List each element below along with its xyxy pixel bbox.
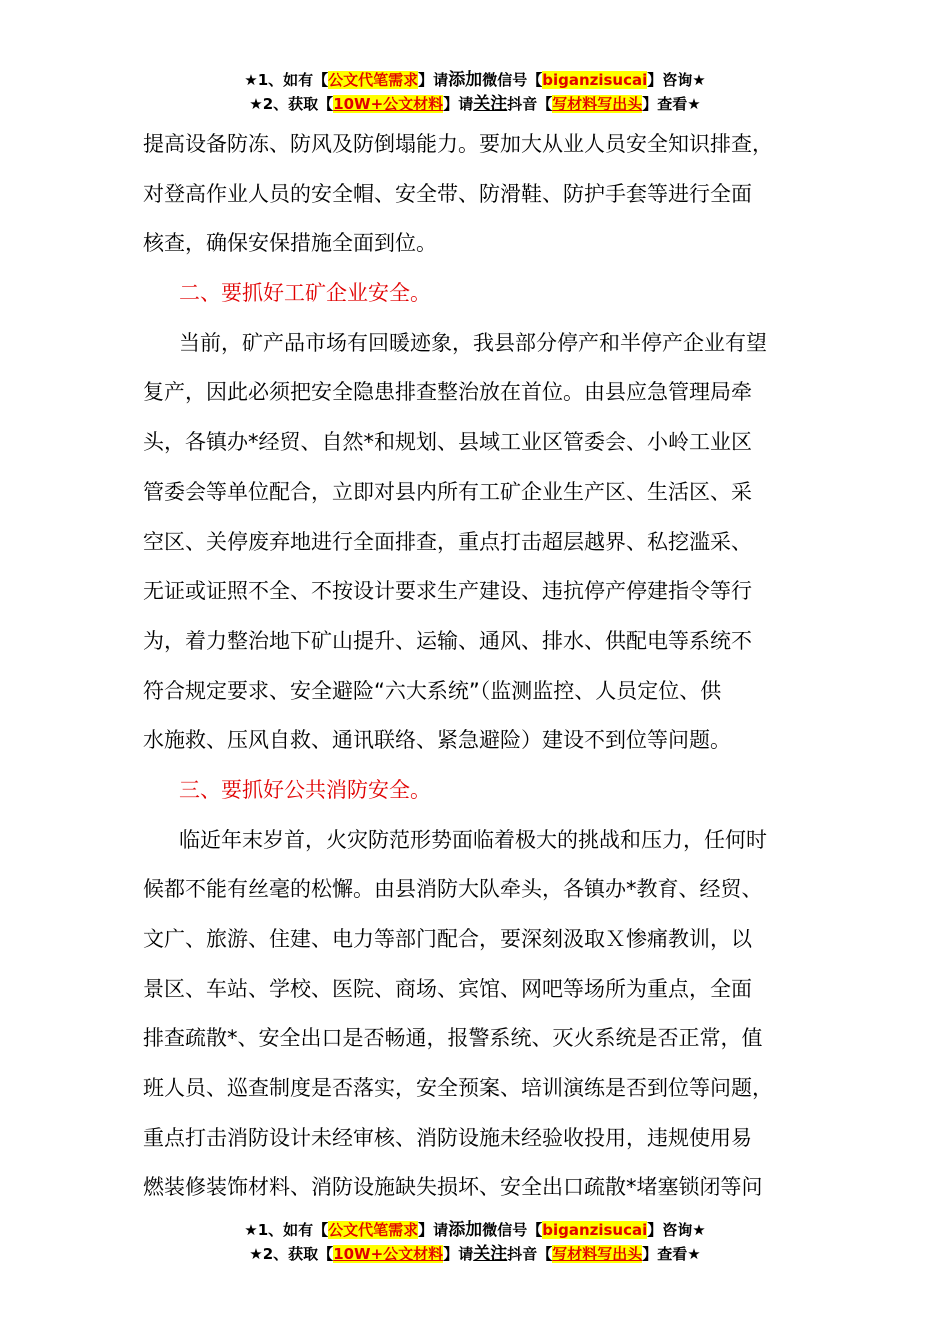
document-body — [143, 120, 811, 1213]
banner-emphasis: 添加 — [448, 1220, 483, 1240]
body-line: 符合规定要求、安全避险“六大系统”（监测监控、人员定位、供 — [143, 678, 722, 703]
body-line: 燃装修装饰材料、消防设施缺失损坏、安全出口疏散*堵塞锁闭等问 — [143, 1175, 763, 1200]
body-line: 复产，因此必须把安全隐患排查整治放在首位。由县应急管理局牵 — [143, 380, 752, 405]
banner-line-1 — [0, 1218, 950, 1242]
body-line: 重点打击消防设计未经审核、消防设施未经验收投用，违规使用易 — [143, 1125, 752, 1150]
banner-emphasis: 关注 — [473, 94, 508, 114]
banner-highlight: biganzisucai — [542, 1221, 648, 1239]
banner-text: 】咨询★ — [647, 1221, 706, 1239]
banner-line-1 — [0, 68, 950, 92]
banner-highlight: 写材料写出头 — [552, 95, 643, 113]
banner-highlight: 10W+公文材料 — [333, 1245, 444, 1263]
banner-highlight: 公文代笔需求 — [328, 1221, 419, 1239]
section-heading: 三、要抓好公共消防安全。 — [179, 777, 431, 802]
banner-text: 微信号【 — [482, 71, 543, 89]
banner-text: 】请 — [443, 1245, 474, 1263]
body-line: 管委会等单位配合，立即对县内所有工矿企业生产区、生活区、采 — [143, 479, 752, 504]
body-line: 班人员、巡查制度是否落实，安全预案、培训演练是否到位等问题， — [143, 1076, 773, 1101]
banner-text: 抖音【 — [507, 1245, 553, 1263]
banner-text: 抖音【 — [507, 95, 553, 113]
body-line: 空区、关停废弃地进行全面排查，重点打击超层越界、私挖滥采、 — [143, 529, 752, 554]
banner-emphasis: 添加 — [448, 70, 483, 90]
banner-text: 】咨询★ — [647, 71, 706, 89]
banner-highlight: 10W+公文材料 — [333, 95, 444, 113]
body-line: 水施救、压风自救、通讯联络、紧急避险）建设不到位等问题。 — [143, 728, 731, 753]
banner-line-2 — [0, 92, 950, 116]
banner-text: ★1、如有【 — [244, 1221, 329, 1239]
banner-highlight: biganzisucai — [542, 71, 648, 89]
body-line: 为，着力整治地下矿山提升、运输、通风、排水、供配电等系统不 — [143, 628, 752, 653]
banner-text: 微信号【 — [482, 1221, 543, 1239]
body-line: 候都不能有丝毫的松懈。由县消防大队牵头，各镇办*教育、经贸、 — [143, 877, 763, 902]
body-line: 景区、车站、学校、医院、商场、宾馆、网吧等场所为重点，全面 — [143, 976, 752, 1001]
section-heading: 二、要抓好工矿企业安全。 — [179, 281, 431, 306]
banner-emphasis: 关注 — [473, 1244, 508, 1264]
body-line: 临近年末岁首，火灾防范形势面临着极大的挑战和压力，任何时 — [179, 827, 767, 852]
body-line: 排查疏散*、安全出口是否畅通，报警系统、灭火系统是否正常，值 — [143, 1026, 763, 1051]
banner-text: ★1、如有【 — [244, 71, 329, 89]
banner-text: ★2、获取【 — [249, 1245, 334, 1263]
banner-text: ★2、获取【 — [249, 95, 334, 113]
banner-text: 】请 — [443, 95, 474, 113]
banner-text: 】查看★ — [642, 1245, 701, 1263]
body-line: 提高设备防冻、防风及防倒塌能力。要加大从业人员安全知识排查， — [143, 132, 773, 156]
header-banner — [0, 68, 950, 116]
banner-line-2 — [0, 1242, 950, 1266]
body-line: 核查，确保安保措施全面到位。 — [143, 231, 437, 256]
footer-banner — [0, 1218, 950, 1266]
body-line: 头，各镇办*经贸、自然*和规划、县域工业区管委会、小岭工业区 — [143, 430, 752, 455]
body-line: 对登高作业人员的安全帽、安全带、防滑鞋、防护手套等进行全面 — [143, 181, 752, 206]
banner-text: 】请 — [418, 71, 449, 89]
body-line: 当前，矿产品市场有回暖迹象，我县部分停产和半停产企业有望 — [179, 330, 767, 355]
banner-text: 】查看★ — [642, 95, 701, 113]
body-line: 无证或证照不全、不按设计要求生产建设、违抗停产停建指令等行 — [143, 579, 752, 604]
banner-text: 】请 — [418, 1221, 449, 1239]
body-line: 文广、旅游、住建、电力等部门配合，要深刻汲取Ｘ惨痛教训，以 — [143, 927, 752, 951]
banner-highlight: 写材料写出头 — [552, 1245, 643, 1263]
banner-highlight: 公文代笔需求 — [328, 71, 419, 89]
